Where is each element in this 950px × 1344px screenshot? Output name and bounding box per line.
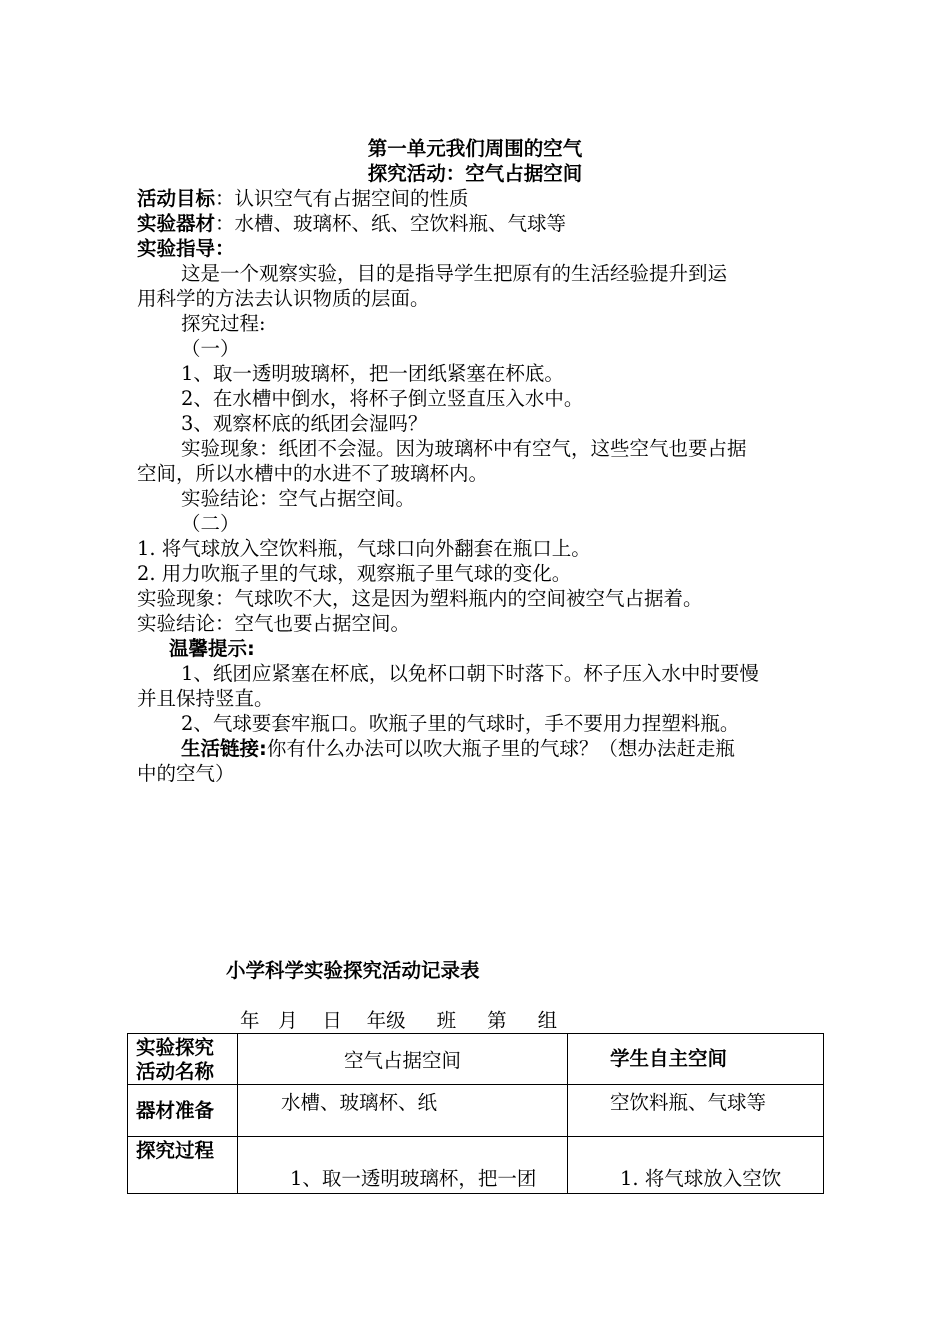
conclusion-2: 实验结论：空气也要占据空间。 xyxy=(137,612,411,635)
life-text: 你有什么办法可以吹大瓶子里的气球？（想办法赶走瓶 xyxy=(266,737,735,760)
tip-1-line-2: 并且保持竖直。 xyxy=(137,687,274,710)
phenomenon-1-line-1: 实验现象：纸团不会湿。因为玻璃杯中有空气，这些空气也要占据 xyxy=(181,437,747,460)
document-title: 第一单元我们周围的空气 xyxy=(367,137,583,160)
row2-head: 器材准备 xyxy=(128,1085,238,1137)
intro-line-2: 用科学的方法去认识物质的层面。 xyxy=(137,287,430,310)
life-line-1 xyxy=(181,736,735,761)
record-table xyxy=(127,1033,824,1194)
step-2: 2、在水槽中倒水，将杯子倒立竖直压入水中。 xyxy=(181,387,584,410)
conclusion-1: 实验结论：空气占据空间。 xyxy=(181,487,416,510)
process-label: 探究过程: xyxy=(181,312,266,335)
materials-text: ：水槽、玻璃杯、纸、空饮料瓶、气球等 xyxy=(215,212,567,235)
tips-label: 温馨提示: xyxy=(169,637,255,660)
goal-line xyxy=(137,186,469,211)
life-line-2: 中的空气） xyxy=(137,762,235,785)
table-row xyxy=(128,1137,824,1194)
record-date-line: 年 月 日 年级 班 第 组 xyxy=(240,1009,558,1032)
phenomenon-2: 实验现象：气球吹不大，这是因为塑料瓶内的空间被空气占据着。 xyxy=(137,587,703,610)
materials-line xyxy=(137,211,566,236)
row2-materials-b: 空饮料瓶、气球等 xyxy=(568,1085,824,1137)
table-row xyxy=(128,1085,824,1137)
row1-head-line-1: 实验探究 xyxy=(136,1036,215,1059)
step-1: 1、取一透明玻璃杯，把一团纸紧塞在杯底。 xyxy=(181,362,564,385)
intro-line-1: 这是一个观察实验，目的是指导学生把原有的生活经验提升到运 xyxy=(181,262,728,285)
row1-activity-name: 空气占据空间 xyxy=(238,1034,568,1085)
goal-label: 活动目标 xyxy=(137,187,216,210)
goal-text: ：认识空气有占据空间的性质 xyxy=(215,187,469,210)
row1-head-line-2: 活动名称 xyxy=(136,1060,215,1083)
part2-step-2: 2. 用力吹瓶子里的气球，观察瓶子里气球的变化。 xyxy=(137,562,572,585)
part2-step-1: 1. 将气球放入空饮料瓶，气球口向外翻套在瓶口上。 xyxy=(137,537,591,560)
step-3: 3、观察杯底的纸团会湿吗？ xyxy=(181,412,428,435)
tip-2: 2、气球要套牢瓶口。吹瓶子里的气球时，手不要用力捏塑料瓶。 xyxy=(181,712,740,735)
guide-label: 实验指导： xyxy=(137,237,235,260)
table-row xyxy=(128,1034,824,1085)
row3-process-b: 1. 将气球放入空饮 xyxy=(568,1137,824,1194)
tip-1-line-1: 1、纸团应紧塞在杯底，以免杯口朝下时落下。杯子压入水中时要慢 xyxy=(181,662,759,685)
part1-label: （一） xyxy=(181,337,240,360)
row3-process-a: 1、取一透明玻璃杯，把一团 xyxy=(238,1137,568,1194)
materials-label: 实验器材 xyxy=(137,212,216,235)
document-subtitle: 探究活动：空气占据空间 xyxy=(367,162,583,185)
row2-materials-a: 水槽、玻璃杯、纸 xyxy=(238,1085,568,1137)
row3-head: 探究过程 xyxy=(128,1137,238,1194)
life-label: 生活链接: xyxy=(181,737,267,760)
row1-student-space: 学生自主空间 xyxy=(568,1034,824,1085)
part2-label: （二） xyxy=(181,512,240,535)
row1-head xyxy=(128,1034,238,1085)
phenomenon-1-line-2: 空间，所以水槽中的水进不了玻璃杯内。 xyxy=(137,462,489,485)
record-title: 小学科学实验探究活动记录表 xyxy=(226,959,480,982)
